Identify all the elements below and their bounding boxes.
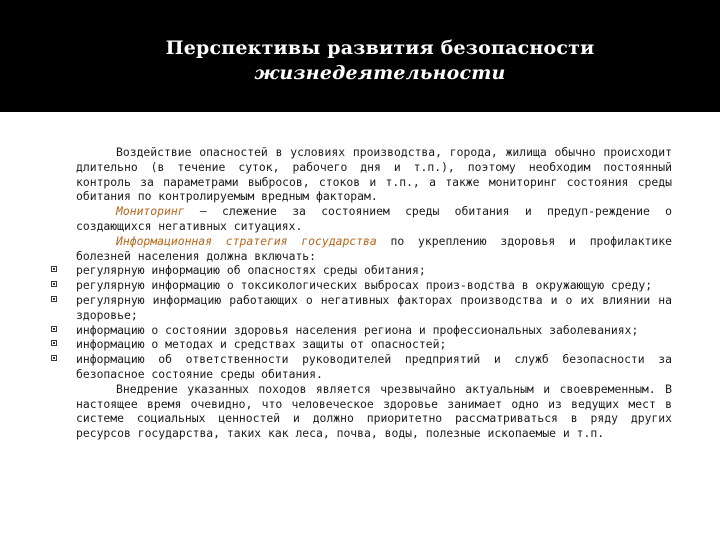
monitoring-term: Мониторинг (116, 204, 185, 219)
slide-body (0, 112, 720, 540)
slide-title-line-2: жизнедеятельности (254, 62, 506, 84)
slide-title-line-1: Перспективы развития безопасности (165, 37, 595, 59)
list-item-text: информацию о состоянии здоровья населения региона и профессиональных заболеваниях; (76, 322, 639, 337)
list-item-text: информацию об ответственности руководителей предприятий и служб безопасности за безопасное состояние среды обитания. (76, 352, 672, 381)
square-bullet-icon (51, 355, 57, 361)
title-band (0, 0, 720, 112)
square-bullet-icon (51, 281, 57, 287)
list-item-text: информацию о методах и средствах защиты от опасностей; (76, 337, 447, 352)
square-bullet-icon (51, 326, 57, 332)
strategy-term: Информационная стратегия государства (116, 233, 377, 248)
list-item (76, 323, 672, 338)
square-bullet-icon (51, 296, 57, 302)
list-item-text: регулярную информацию о токсикологических выбросах произ-водства в окружающую среду; (76, 278, 653, 293)
bullet-list (76, 263, 672, 381)
text-content (76, 145, 672, 441)
list-item (76, 278, 672, 293)
list-item (76, 293, 672, 323)
list-item (76, 263, 672, 278)
strategy-paragraph (76, 234, 672, 264)
list-item (76, 337, 672, 352)
conclusion-paragraph: Внедрение указанных походов является чрезвычайно актуальным и своевременным. В настоящее время очевидно, что человеческое здоровье занимает одно из ведущих мест в системе социальных ценностей и должно приоритетно рассматриваться в ряду других ресурсов государства, таких как леса, почва, воды, полезные ископаемые и т.п. (76, 381, 672, 441)
monitoring-definition: — слежение за состоянием среды обитания и предуп-реждение о создающихся негативных ситуациях. (76, 204, 672, 233)
list-item-text: регулярную информацию работающих о негативных факторах производства и о их влиянии на здоровье; (76, 292, 672, 322)
square-bullet-icon (51, 266, 57, 272)
list-item (76, 352, 672, 382)
slide-title (0, 36, 720, 86)
list-item-text: регулярную информацию об опасностях среды обитания; (76, 263, 426, 278)
monitoring-paragraph (76, 204, 672, 234)
square-bullet-icon (51, 340, 57, 346)
intro-paragraph: Воздействие опасностей в условиях производства, города, жилища обычно происходит длительно (в течение суток, рабочего дня и т.п.), поэтому необходим постоянный контроль за параметрами выбросов, стоков и т.п., а также мониторинг состояния среды обитания по контролируемым вредным факторам. (76, 145, 672, 204)
strategy-definition: по укреплению здоровья и профилактике болезней населения должна включать: (76, 233, 672, 263)
